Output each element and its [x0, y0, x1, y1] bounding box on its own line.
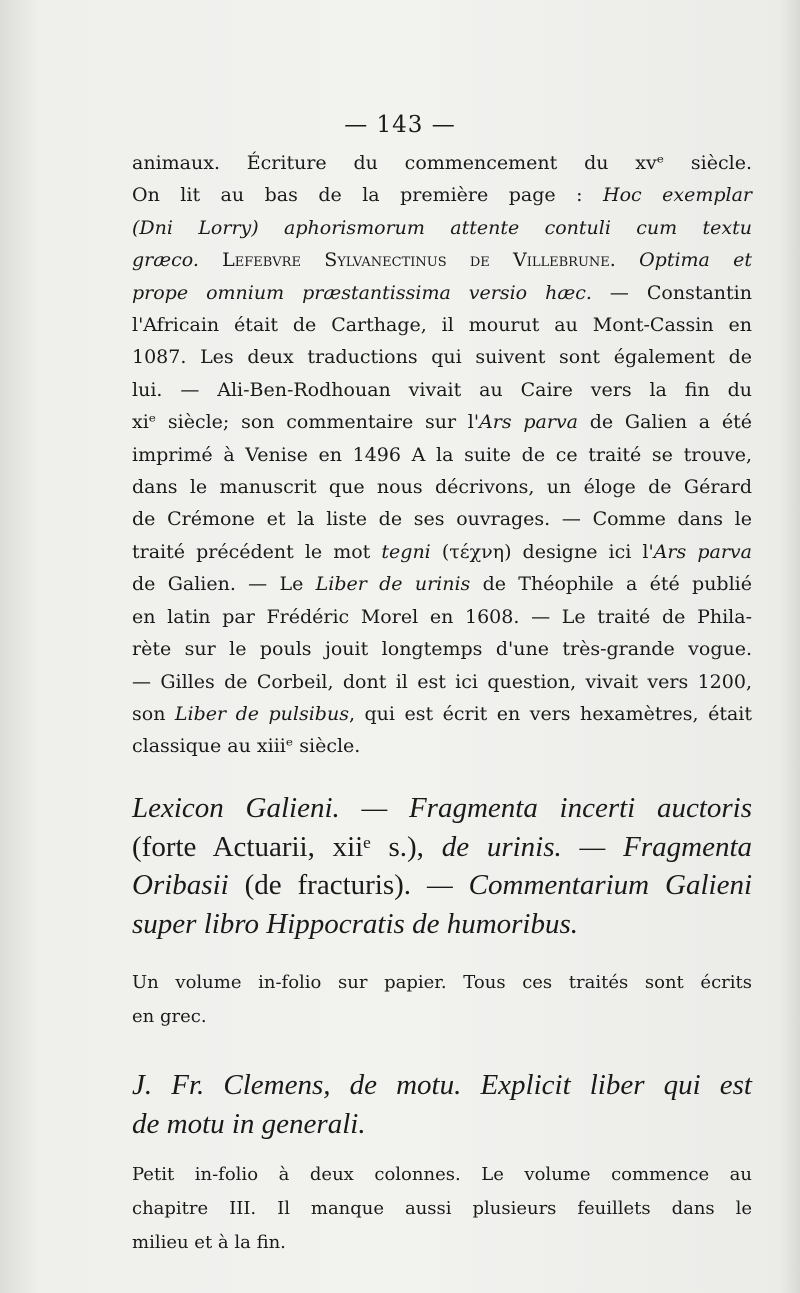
text-line: de Galien. — Le Liber de urinis de Théophile a été publié [132, 573, 752, 596]
text-line: On lit au bas de la première page : Hoc exemplar [132, 184, 752, 207]
entry-description-clemens [132, 1158, 752, 1260]
text-line: Petit in-folio à deux colonnes. Le volume commence au [132, 1164, 752, 1185]
text-line: imprimé à Venise en 1496 A la suite de ce traité se trouve, [132, 443, 752, 466]
text-line: dans le manuscrit que nous décrivons, un éloge de Gérard [132, 476, 752, 499]
text-line: prope omnium præstantissima versio hæc. — Constantin [132, 281, 752, 304]
text-line: de Crémone et la liste de ses ouvrages. — Comme dans le [132, 508, 752, 531]
text-line: (Dni Lorry) aphorismorum attente contuli cum textu [132, 216, 752, 239]
text-line: milieu et à la fin. [132, 1232, 286, 1253]
title-line: J. Fr. Clemens, de motu. Explicit liber qui est [132, 1069, 752, 1101]
title-line: (forte Actuarii, xiiᵉ s.), de urinis. — Fragmenta [132, 830, 752, 863]
text-line: traité précédent le mot tegni (τέχνη) designe ici l'Ars parva [132, 540, 752, 563]
title-line: Oribasii (de fracturis). — Commentarium Galieni [132, 869, 752, 901]
text-line: xiᵉ siècle; son commentaire sur l'Ars parva de Galien a été [132, 411, 752, 434]
text-line: chapitre III. Il manque aussi plusieurs feuillets dans le [132, 1198, 752, 1219]
commentary-paragraph [132, 147, 752, 763]
text-line: animaux. Écriture du commencement du xvᵉ siècle. [132, 152, 752, 174]
entry-description-lexicon [132, 966, 752, 1034]
entry-title-lexicon [132, 789, 752, 943]
entry-title-clemens [132, 1066, 752, 1143]
text-line: en grec. [132, 1006, 207, 1027]
text-line: 1087. Les deux traductions qui suivent sont également de [132, 346, 752, 369]
text-line: lui. — Ali-Ben-Rodhouan vivait au Caire vers la fin du [132, 378, 752, 401]
text-line: — Gilles de Corbeil, dont il est ici question, vivait vers 1200, [132, 670, 752, 693]
text-line: l'Africain était de Carthage, il mourut au Mont-Cassin en [132, 314, 752, 337]
title-line: super libro Hippocratis de humoribus. [132, 907, 579, 940]
title-line: Lexicon Galieni. — Fragmenta incerti auctoris [132, 792, 752, 824]
text-line: son Liber de pulsibus, qui est écrit en vers hexamètres, était [132, 702, 753, 725]
text-line: en latin par Frédéric Morel en 1608. — Le traité de Phila- [132, 605, 752, 628]
page-number: — 143 — [344, 112, 456, 138]
text-line: rète sur le pouls jouit longtemps d'une très-grande vogue. [132, 638, 752, 661]
text-line: græco. Lefebvre Sylvanectinus de Villebrune. Optima et [132, 249, 752, 272]
text-line: classique au xiiiᵉ siècle. [132, 735, 361, 758]
title-line: de motu in generali. [132, 1107, 366, 1140]
text-line: Un volume in-folio sur papier. Tous ces traités sont écrits [132, 972, 752, 993]
